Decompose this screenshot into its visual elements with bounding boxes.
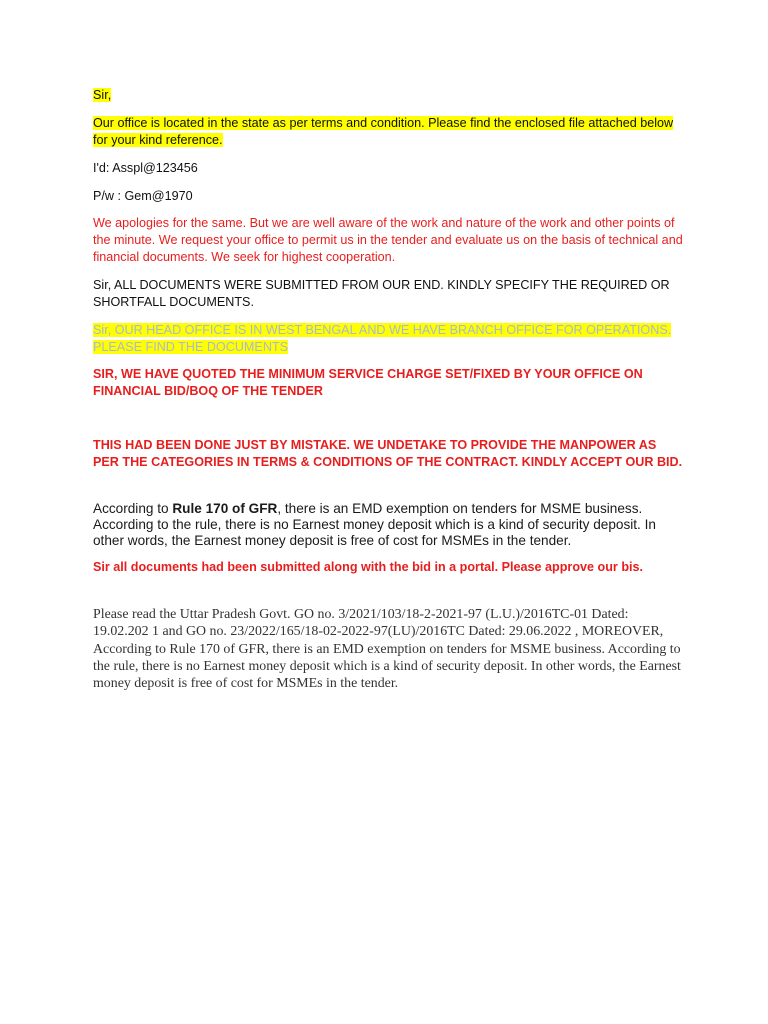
head-office-text: Sir, OUR HEAD OFFICE IS IN WEST BENGAL AND WE HAVE BRANCH OFFICE FOR OPERATIONS. PLEASE FIND THE DOCUMENTS [93, 323, 672, 354]
all-documents-paragraph: Sir, ALL DOCUMENTS WERE SUBMITTED FROM OUR END. KINDLY SPECIFY THE REQUIRED OR SHORTFALL DOCUMENTS. [93, 278, 670, 309]
head-office-paragraph [93, 322, 683, 356]
salutation-text: Sir, [93, 88, 112, 102]
password-line: P/w : Gem@1970 [93, 189, 193, 203]
quoted-charge-paragraph: SIR, WE HAVE QUOTED THE MINIMUM SERVICE CHARGE SET/FIXED BY YOUR OFFICE ON FINANCIAL BID/BOQ OF THE TENDER [93, 367, 643, 398]
letter-body [93, 87, 683, 692]
up-govt-go-paragraph: Please read the Uttar Pradesh Govt. GO no. 3/2021/103/18-2-2021-97 (L.U.)/2016TC-01 Dated: 19.02.202 1 and GO no. 23/2022/165/18-02-2022-97(LU)/2016TC Dated: 29.06.2022 , MOREOVER, According to Rule 170 of GFR, there is an EMD exemption on tenders for MSME business. According to the rule, there is no Earnest money deposit which is a kind of security deposit. In other words, the Earnest money deposit is free of cost for MSMEs in the tender. [93, 607, 681, 692]
salutation [93, 87, 683, 104]
rule-rest-text: , there is an EMD exemption on tenders for MSME business. According to the rule, there is no Earnest money deposit which is a kind of security deposit. In other words, the Earnest money deposit is free of cost for MSMEs in the tender. [93, 501, 656, 548]
office-location-paragraph [93, 115, 683, 149]
approve-request-paragraph: Sir all documents had been submitted along with the bid in a portal. Please approve our bis. [93, 560, 644, 574]
rule-intro-text: According to [93, 501, 173, 516]
office-location-text: Our office is located in the state as per terms and condition. Please find the enclosed file attached below for your kind reference. [93, 116, 674, 147]
rule-170-paragraph [93, 501, 683, 549]
mistake-paragraph: THIS HAD BEEN DONE JUST BY MISTAKE. WE UNDETAKE TO PROVIDE THE MANPOWER AS PER THE CATEGORIES IN TERMS & CONDITIONS OF THE CONTRACT. KINDLY ACCEPT OUR BID. [93, 438, 683, 469]
apologies-paragraph: We apologies for the same. But we are well aware of the work and nature of the work and other points of the minute. We request your office to permit us in the tender and evaluate us on the basis of technical and financial documents. We seek for highest cooperation. [93, 216, 683, 264]
rule-170-bold-text: Rule 170 of GFR [172, 501, 278, 516]
user-id-line: I'd: Asspl@123456 [93, 161, 198, 175]
